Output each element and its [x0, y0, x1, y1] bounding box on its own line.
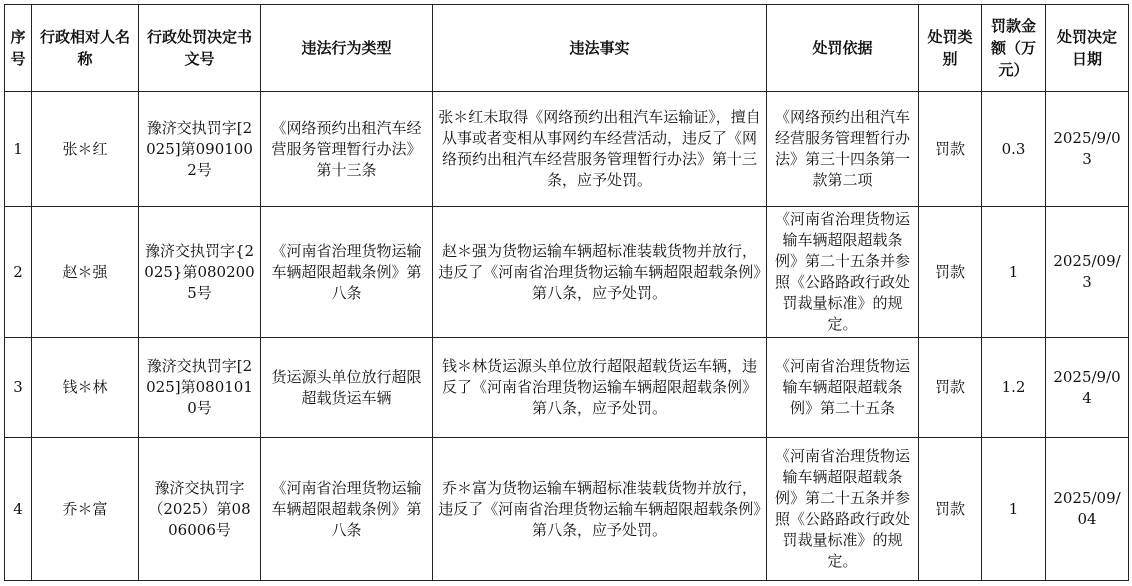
header-date: 处罚决定日期	[1046, 5, 1129, 92]
cell-category: 罚款	[919, 338, 982, 438]
cell-name: 张＊红	[32, 92, 139, 207]
cell-category: 罚款	[919, 438, 982, 581]
table-row	[5, 207, 1129, 338]
cell-basis: 《河南省治理货物运输车辆超限超载条例》第二十五条并参照《公路路政行政处罚裁量标准》的规定。	[767, 207, 919, 338]
cell-basis: 《河南省治理货物运输车辆超限超载条例》第二十五条并参照《公路路政行政处罚裁量标准》的规定。	[767, 438, 919, 581]
cell-violation-fact: 钱＊林货运源头单位放行超限超载货运车辆，违反了《河南省治理货物运输车辆超限超载条例》第八条，应予处罚。	[433, 338, 767, 438]
penalty-table	[4, 4, 1129, 581]
header-violation-fact: 违法事实	[433, 5, 767, 92]
cell-name: 乔＊富	[32, 438, 139, 581]
cell-violation-type: 《河南省治理货物运输车辆超限超载条例》第八条	[261, 207, 433, 338]
cell-date: 2025/09/3	[1046, 207, 1129, 338]
header-seq: 序号	[5, 5, 32, 92]
cell-seq: 1	[5, 92, 32, 207]
cell-amount: 1	[982, 438, 1046, 581]
cell-seq: 2	[5, 207, 32, 338]
header-amount: 罚款金额（万元）	[982, 5, 1046, 92]
header-doc-no: 行政处罚决定书文号	[139, 5, 261, 92]
header-category: 处罚类别	[919, 5, 982, 92]
cell-violation-fact: 乔＊富为货物运输车辆超标准装载货物并放行，违反了《河南省治理货物运输车辆超限超载条例》第八条，应予处罚。	[433, 438, 767, 581]
cell-violation-type: 《河南省治理货物运输车辆超限超载条例》第八条	[261, 438, 433, 581]
cell-violation-fact: 张＊红未取得《网络预约出租汽车运输证》，擅自从事或者变相从事网约车经营活动，违反了《网络预约出租汽车经营服务管理暂行办法》第十三条，应予处罚。	[433, 92, 767, 207]
cell-category: 罚款	[919, 207, 982, 338]
table-row	[5, 338, 1129, 438]
cell-violation-fact: 赵＊强为货物运输车辆超标准装载货物并放行，违反了《河南省治理货物运输车辆超限超载条例》第八条，应予处罚。	[433, 207, 767, 338]
cell-seq: 4	[5, 438, 32, 581]
table-row	[5, 438, 1129, 581]
cell-amount: 0.3	[982, 92, 1046, 207]
cell-amount: 1	[982, 207, 1046, 338]
cell-doc-no: 豫济交执罚字（2025）第0806006号	[139, 438, 261, 581]
cell-name: 赵＊强	[32, 207, 139, 338]
cell-doc-no: 豫济交执罚字{2025}第0802005号	[139, 207, 261, 338]
header-violation-type: 违法行为类型	[261, 5, 433, 92]
cell-category: 罚款	[919, 92, 982, 207]
header-row	[5, 5, 1129, 92]
cell-date: 2025/09/04	[1046, 438, 1129, 581]
header-basis: 处罚依据	[767, 5, 919, 92]
header-name: 行政相对人名称	[32, 5, 139, 92]
cell-seq: 3	[5, 338, 32, 438]
cell-name: 钱＊林	[32, 338, 139, 438]
cell-date: 2025/9/04	[1046, 338, 1129, 438]
table-row	[5, 92, 1129, 207]
cell-date: 2025/9/03	[1046, 92, 1129, 207]
cell-violation-type: 《网络预约出租汽车经营服务管理暂行办法》第十三条	[261, 92, 433, 207]
cell-basis: 《网络预约出租汽车经营服务管理暂行办法》第三十四条第一款第二项	[767, 92, 919, 207]
cell-amount: 1.2	[982, 338, 1046, 438]
cell-violation-type: 货运源头单位放行超限超载货运车辆	[261, 338, 433, 438]
cell-doc-no: 豫济交执罚字[2025]第0801010号	[139, 338, 261, 438]
cell-doc-no: 豫济交执罚字[2025]第0901002号	[139, 92, 261, 207]
cell-basis: 《河南省治理货物运输车辆超限超载条例》第二十五条	[767, 338, 919, 438]
